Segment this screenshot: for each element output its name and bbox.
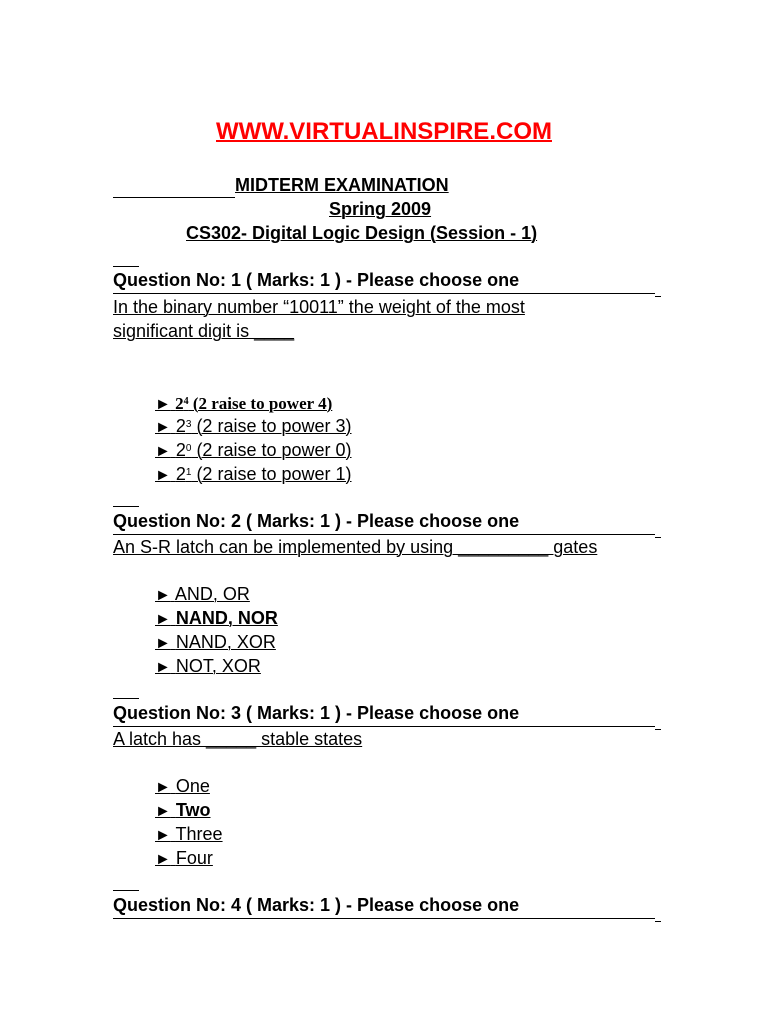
option-arrow-icon: ► bbox=[155, 611, 171, 628]
option-arrow-icon: ► bbox=[155, 779, 171, 796]
question-1-text-line2: significant digit is ____ bbox=[113, 321, 295, 341]
rule-end-mark bbox=[655, 537, 661, 538]
question-2-text: An S-R latch can be implemented by using _________ gates bbox=[113, 537, 598, 557]
option-arrow-icon: ► bbox=[155, 443, 171, 460]
option-arrow-icon: ► bbox=[155, 659, 171, 676]
question-2-option-c[interactable]: ► NAND, XOR bbox=[155, 632, 276, 652]
question-3-option-b[interactable]: ► Two bbox=[155, 800, 211, 820]
separator-mark bbox=[113, 266, 139, 267]
question-3-option-a[interactable]: ► One bbox=[155, 776, 210, 796]
option-arrow-icon: ► bbox=[155, 851, 171, 868]
separator-mark bbox=[113, 890, 139, 891]
question-2-option-b[interactable]: ► NAND, NOR bbox=[155, 608, 278, 628]
option-arrow-icon: ► bbox=[155, 396, 171, 413]
option-arrow-icon: ► bbox=[155, 635, 171, 652]
question-1-option-d[interactable]: ► $2^1$ (2 raise to power 1) bbox=[155, 464, 352, 484]
question-3-rule bbox=[113, 726, 655, 727]
rule-end-mark bbox=[655, 296, 661, 297]
header-rule bbox=[113, 197, 235, 198]
question-3-text: A latch has _____ stable states bbox=[113, 729, 363, 749]
question-2-option-a[interactable]: ► AND, OR bbox=[155, 584, 250, 604]
option-arrow-icon: ► bbox=[155, 803, 171, 820]
question-1-option-a[interactable]: ► $2^4$ (2 raise to power 4) bbox=[155, 394, 333, 413]
question-3-option-d[interactable]: ► Four bbox=[155, 848, 213, 868]
exam-term: Spring 2009 bbox=[329, 199, 432, 219]
question-2-option-d[interactable]: ► NOT, XOR bbox=[155, 656, 261, 676]
rule-end-mark bbox=[655, 729, 661, 730]
question-1-text-line1: In the binary number “10011” the weight of the most bbox=[113, 297, 525, 317]
question-1-title: Question No: 1 ( Marks: 1 ) - Please choose one bbox=[113, 270, 520, 290]
question-4-rule bbox=[113, 918, 655, 919]
question-2-rule bbox=[113, 534, 655, 535]
separator-mark bbox=[113, 698, 139, 699]
question-1-option-b[interactable]: ► $2^3$ (2 raise to power 3) bbox=[155, 416, 352, 436]
option-arrow-icon: ► bbox=[155, 827, 171, 844]
question-4-title: Question No: 4 ( Marks: 1 ) - Please choose one bbox=[113, 895, 520, 915]
option-arrow-icon: ► bbox=[155, 467, 171, 484]
option-arrow-icon: ► bbox=[155, 419, 171, 436]
question-3-option-c[interactable]: ► Three bbox=[155, 824, 223, 844]
separator-mark bbox=[113, 506, 139, 507]
exam-course: CS302- Digital Logic Design (Session - 1) bbox=[186, 223, 538, 243]
exam-title: MIDTERM EXAMINATION bbox=[235, 175, 449, 195]
question-1-option-c[interactable]: ► $2^0$ (2 raise to power 0) bbox=[155, 440, 352, 460]
rule-end-mark bbox=[655, 921, 661, 922]
question-2-title: Question No: 2 ( Marks: 1 ) - Please choose one bbox=[113, 511, 520, 531]
option-arrow-icon: ► bbox=[155, 587, 171, 604]
question-3-title: Question No: 3 ( Marks: 1 ) - Please choose one bbox=[113, 703, 520, 723]
question-1-rule bbox=[113, 293, 655, 294]
site-title-link[interactable]: WWW.VIRTUALINSPIRE.COM bbox=[216, 118, 552, 145]
